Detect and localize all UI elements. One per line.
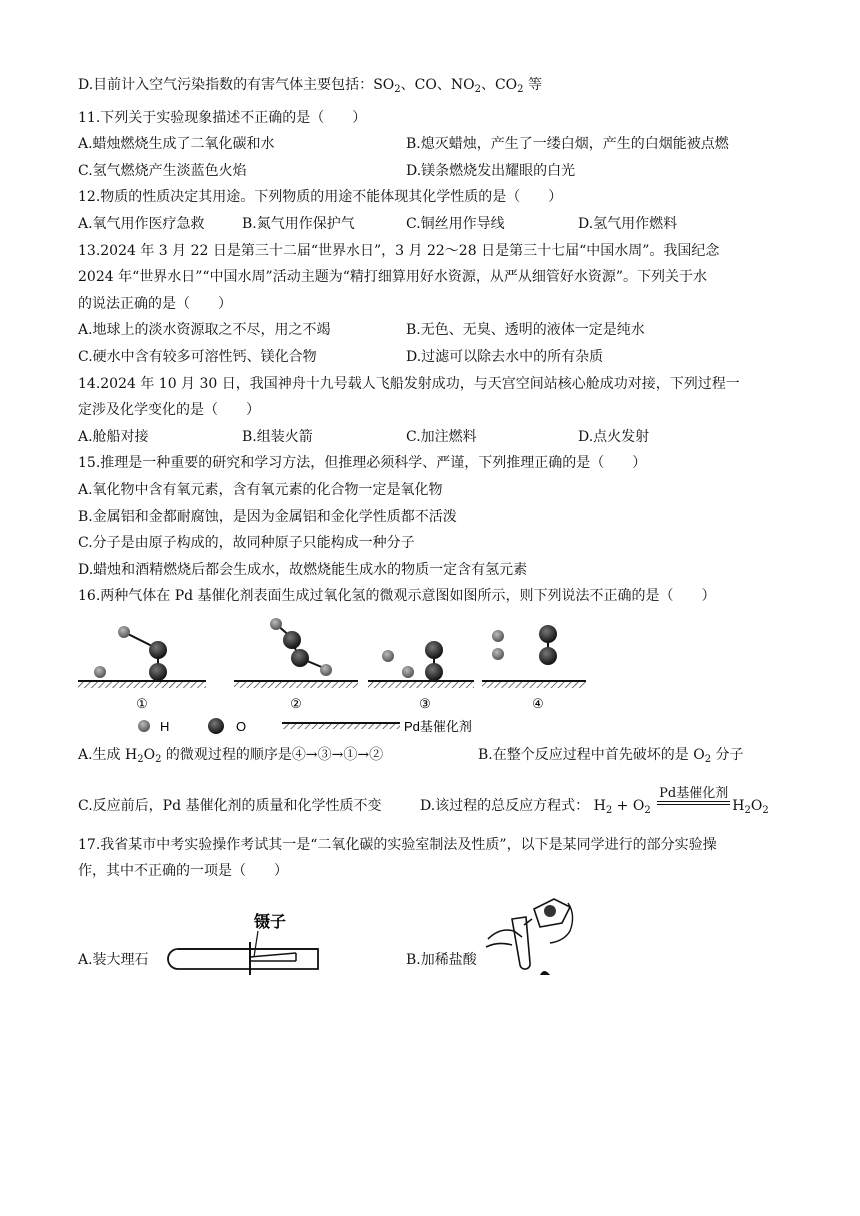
pour-acid-illustration [478,897,588,977]
q13-option-b: B.无色、无臭、透明的液体一定是纯水 [406,322,645,339]
tweezers-testtube-illustration [158,897,328,977]
exam-page [78,72,798,993]
q17-figures [78,897,798,993]
reaction-equation: $H_2 + O_2$ Pd基催化剂 $H_2O_2$ [593,785,769,816]
q16-row2 [78,778,798,822]
q12-row [78,211,798,238]
q16-row1 [78,738,798,772]
q12-option-b: B.氮气用作保护气 [242,215,355,232]
q15-option-c: C.分子是由原子构成的，故同种原子只能构成一种分子 [78,535,415,552]
diagram-legend [138,718,472,734]
legend-o-label: O [236,718,247,734]
q11-row2 [78,158,798,185]
q16-option-c: C.反应前后，Pd 基催化剂的质量和化学性质不变 [78,797,382,814]
q14-stem-2: 定涉及化学变化的是（ ） [78,402,260,419]
q15-stem: 15.推理是一种重要的研究和学习方法，但推理必须科学、严谨，下列推理正确的是（ ） [78,455,647,472]
q15-option-d: D.蜡烛和酒精燃烧后都会生成水，故燃烧能生成水的物质一定含有氢元素 [78,561,528,578]
legend-h-label: H [160,718,170,734]
panel-2 [234,618,358,688]
q12-option-a: A.氧气用作医疗急救 [78,215,205,232]
q12-option-c: C.铜丝用作导线 [406,215,505,232]
q11-option-d: D.镁条燃烧发出耀眼的白光 [406,162,576,179]
panel-4 [482,625,586,688]
q11-option-b: B.熄灭蜡烛，产生了一缕白烟，产生的白烟能被点燃 [406,136,729,153]
q14-stem-1: 14.2024 年 10 月 30 日，我国神舟十九号载人飞船发射成功，与天宫空间站核心舱成功对接，下列过程一 [78,375,740,392]
q14-option-c: C.加注燃料 [406,428,477,445]
q11-row1 [78,131,798,158]
q16-option-a: A.生成 $H_2O_2$ 的微观过程的顺序是④→③→①→② [78,746,384,765]
q11-option-c: C.氢气燃烧产生淡蓝色火焰 [78,162,247,179]
q13-option-d: D.过滤可以除去水中的所有杂质 [406,348,604,365]
reaction-condition: Pd基催化剂 [657,787,730,805]
formula-so2: $SO_2$ [373,77,401,95]
q12-option-d: D.氢气用作燃料 [578,215,678,232]
q15-option-b: B.金属铝和金都耐腐蚀，是因为金属铝和金化学性质都不活泼 [78,508,457,525]
tweezers-label: 镊子 [254,912,287,932]
panel-1 [78,626,206,688]
q17-stem-1: 17.我省某市中考实验操作考试其一是“二氧化碳的实验室制法及性质”，以下是某同学进行的部分实验操 [78,836,717,853]
q16-option-d: D.该过程的总反应方程式： $H_2 + O_2$ Pd基催化剂 $H_2O_2$ [420,785,769,816]
legend-o-atom [208,718,224,734]
panel-2-label: ② [290,696,302,712]
q13-row2 [78,344,798,371]
legend-h-atom [138,720,150,732]
q10-option-d-text: D.目前计入空气污染指数的有害气体主要包括： [78,77,374,93]
formula-co: CO [414,77,437,93]
q13-row1 [78,317,798,344]
legend-catalyst-label: Pd基催化剂 [404,718,472,734]
q14-option-b: B.组装火箭 [242,428,313,445]
q13-stem-3: 的说法正确的是（ ） [78,295,232,312]
q14-row [78,424,798,451]
q15-option-a: A.氧化物中含有氧元素，含有氧元素的化合物一定是氧化物 [78,481,443,498]
panel-3-label: ③ [419,696,431,712]
panel-4-label: ④ [532,696,544,712]
q13-stem-2: 2024 年“世界水日”“中国水周”活动主题为“精打细算用好水资源，从严从细管好水资源”。下列关于水 [78,269,708,286]
q14-option-a: A.舱船对接 [78,428,149,445]
formula-no2: $NO_2$ [450,77,481,95]
q11-stem: 11.下列关于实验现象描述不正确的是（ ） [78,109,367,126]
q17-option-a: A.装大理石 [78,952,149,969]
q16-stem: 16.两种气体在 Pd 基催化剂表面生成过氧化氢的微观示意图如图所示，则下列说法不正确的是（ ） [78,588,716,605]
q13-stem-1: 13.2024 年 3 月 22 日是第三十二届“世界水日”，3 月 22～28 日是第三十七届“中国水周”。我国纪念 [78,242,720,259]
legend-catalyst-surface [282,724,400,729]
q11-option-a: A.蜡烛燃烧生成了二氧化碳和水 [78,136,275,153]
panel-3 [368,641,474,688]
q17-option-b: B.加稀盐酸 [406,952,477,969]
q13-option-c: C.硬水中含有较多可溶性钙、镁化合物 [78,348,317,365]
q13-option-a: A.地球上的淡水资源取之不尽，用之不竭 [78,322,331,339]
catalyst-reaction-diagram [78,616,588,734]
q16-figure [78,616,798,734]
q10-option-d: D.目前计入空气污染指数的有害气体主要包括：$SO_2$、CO、$NO_2$、$CO_2$ 等 [78,77,542,95]
q17-stem-2: 作，其中不正确的一项是（ ） [78,863,288,880]
q16-option-b: B.在整个反应过程中首先破坏的是 $O_2$ 分子 [478,746,744,765]
panel-1-label: ① [136,696,148,712]
q12-stem: 12.物质的性质决定其用途。下列物质的用途不能体现其化学性质的是（ ） [78,189,563,206]
formula-co2: $CO_2$ [494,77,524,95]
q10-option-d-suffix: 等 [527,77,542,93]
q14-option-d: D.点火发射 [578,428,650,445]
